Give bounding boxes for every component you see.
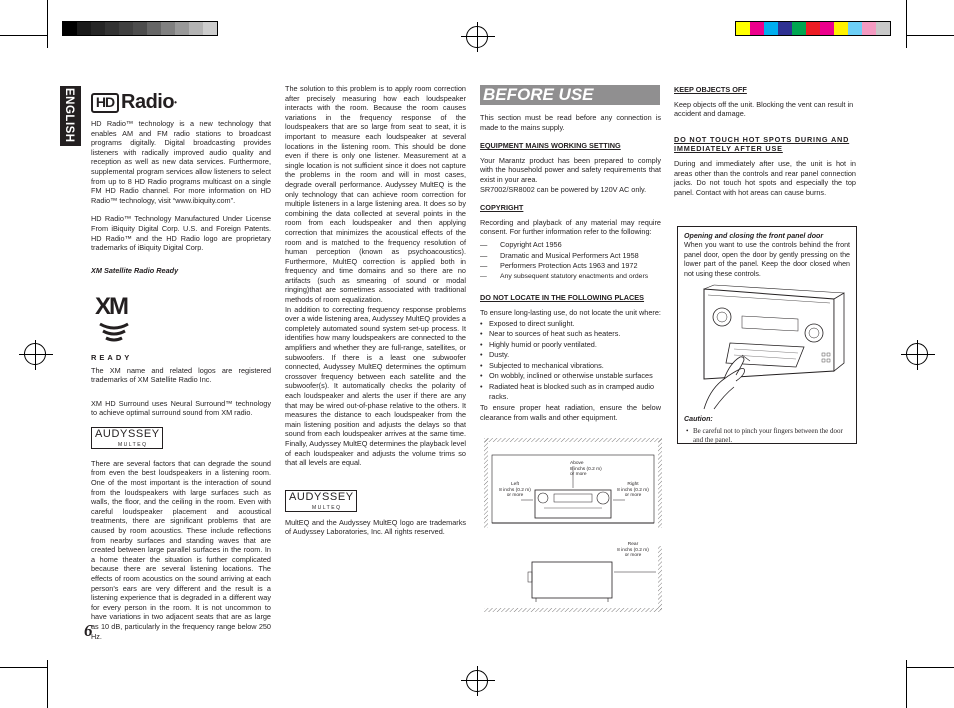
column-4 (674, 85, 856, 206)
color-bar (735, 21, 891, 36)
copyright-heading: COPYRIGHT (480, 203, 524, 213)
xm-ready-label: READY (91, 352, 133, 362)
front-door-text: When you want to use the controls behind the front panel door, open the door by gently pressing on the lower part of the panel. Keep the door closed when not using these controls. (684, 241, 850, 278)
hd-radio-paragraph-1: HD Radio™ technology is a new technology that enables AM and FM radio stations to broadcast programs digitally. Digital broadcasting provides listeners with radically improved audio quality and reception as well as new data services. Furthermore, supplemental program services allow listeners to select from up to 8 HD Radio programs multicast on a single FM HD Radio channel. For more information on HD Radio™ technology, visit “www.ibiquity.com”. (91, 119, 271, 205)
locate-paragraph: To ensure long-lasting use, do not locate the unit where: (480, 307, 661, 317)
mains-heading: EQUIPMENT MAINS WORKING SETTING (480, 141, 621, 151)
copyright-list (480, 240, 661, 281)
clearance-right-label: Right 8 inchs (0.2 m) or more (617, 482, 649, 499)
list-item: — Any subsequent statutory enactments and orders (480, 272, 661, 282)
list-item: • Highly humid or poorly ventilated. (480, 340, 661, 350)
keep-objects-heading: KEEP OBJECTS OFF (674, 85, 747, 94)
caution-label: Caution: (684, 415, 713, 424)
clearance-rear-label: Rear 8 inchs (0.2 m) or more (617, 542, 649, 559)
room-correction-paragraph: The solution to this problem is to apply room correction after precisely measuring how each loudspeaker interacts with the room. Because the room causes variations in the frequency response of the loudspeakers that are so large from seat to seat, it is important to measure each loudspeaker at several locations in the listening room. This should be done even if there is only one listener. Measurement at a single location is not sufficient since it does not capture the problems in the room and will in most cases, degrade overall performance. Audyssey MultEQ is the only technology that can achieve room correction for multiple listeners in a large listening area. It does so by combining the data collected at several points in the room from each loudspeaker and then applying correction that minimizes the acoustical effects of the room and is matched to the frequency resolution of human perception (known as psychoacoustics). Furthermore, MultEQ correction is applied both in frequency and time domains and so there are no artifacts (such as smearing of sound or modal ringing)that are sometimes associated with traditional methods of room equalization. (285, 84, 466, 305)
hot-spots-heading: DO NOT TOUCH HOT SPOTS DURING AND IMMEDIATELY AFTER USE (674, 134, 850, 154)
multeq-trademark-paragraph: MultEQ and the Audyssey MultEQ logo are trademarks of Audyssey Laboratories, Inc. All rights reserved. (285, 517, 466, 537)
audyssey-paragraph: There are several factors that can degrade the sound from even the best loudspeakers in a listening room. One of the most important is the interaction of sound from the loudspeakers with large surfaces such as walls, the floor, and the ceiling in the room. Even with careful loudspeaker placement and acoustical treatments, there are significant problems that are caused by room acoustics. These include reflections from nearby surfaces and standing waves that are created between large parallel surfaces in the room. In a home theater the situation is further complicated because there are several listening locations. The effects of room acoustics on the sound arriving at each person’s ears are very different and the result is a listening experience that is degraded in a different way for every person in the room. It is not uncommon to have variations in two adjacent seats that are as large as 10 dB, particularly in the frequency range below 250 Hz. (91, 458, 271, 641)
mains-power-line: SR7002/SR8002 can be powered by 120V AC only. (480, 184, 647, 194)
receiver-door-illustration (684, 283, 850, 411)
before-use-intro: This section must be read before any connection is made to the mains supply. (480, 113, 661, 132)
front-door-box (677, 226, 857, 444)
xm-paragraph-1: The XM name and related logos are registered trademarks of XM Satellite Radio Inc. (91, 365, 271, 385)
locate-heading: DO NOT LOCATE IN THE FOLLOWING PLACES (480, 293, 645, 303)
audyssey-logo: AUDYSSEY MULTEQ (91, 427, 163, 449)
xm-logo (94, 284, 134, 348)
list-item: • Subjected to mechanical vibrations. (480, 361, 661, 371)
clearance-diagram (484, 438, 662, 614)
caution-text: • Be careful not to pinch your fingers between the door and the panel. (684, 427, 850, 445)
list-item: — Dramatic and Musical Performers Act 1958 (480, 251, 661, 261)
list-item: — Performers Protection Acts 1963 and 1972 (480, 261, 661, 271)
copyright-paragraph: Recording and playback of any material may require consent. For further information refer to the following: (480, 217, 661, 237)
mains-paragraph: Your Marantz product has been prepared to comply with the household power and safety requirements that exist in your area. (480, 155, 661, 184)
audyssey-logo-2: AUDYSSEY MULTEQ (285, 490, 357, 512)
column-2 (285, 84, 466, 546)
xm-heading: XM Satellite Radio Ready (91, 265, 179, 275)
list-item: • On wobbly, inclined or otherwise unstable surfaces (480, 371, 661, 381)
hd-radio-paragraph-2: HD Radio™ Technology Manufactured Under License From iBiquity Digital Corp. U.S. and Foreign Patents. HD Radio™ and the HD Radio logo are proprietary trademarks of iBiquity Digital Corp. (91, 214, 271, 253)
before-use-header: BEFORE USE (480, 85, 660, 105)
column-1 (91, 90, 271, 650)
multeq-setup-paragraph: In addition to correcting frequency response problems over a wide listening area, Audyssey MultEQ provides a completely automated sound system set-up process. It identifies how many loudspeakers are connected to the amplifiers and whether they are full-range, satellites, or subwoofers. If there is a least one subwoofer connected, Audyssey MultEQ determines the optimum crossover frequency between each satellite and the subwoofer(s). It automatically checks the polarity of each loudspeaker and alerts the user if there are any that may be wired out-of-phase relative to the others. It measures the distance to each loudspeaker from the main listening position and adjusts the delays so that sound from each loudspeaker arrives at the same time. Finally, Audyssey MultEQ determines the playback level of each loudspeaker and adjusts the volume trims so that all levels are equal. (285, 304, 466, 468)
list-item: • Exposed to direct sunlight. (480, 319, 661, 329)
front-door-title: Opening and closing the front panel door (684, 232, 824, 240)
clearance-paragraph: To ensure proper heat radiation, ensure the below clearance from walls and other equipment. (480, 403, 661, 422)
list-item: — Copyright Act 1956 (480, 240, 661, 250)
page-number: 6 (84, 621, 93, 640)
xm-paragraph-2: XM HD Surround uses Neural Surround™ technology to achieve optimal surround sound from XM radio. (91, 398, 271, 418)
language-tab: ENGLISH (60, 86, 81, 146)
list-item: • Near to sources of heat such as heaters. (480, 329, 661, 339)
column-3 (480, 85, 661, 431)
locate-list (480, 319, 661, 402)
svg-text:XM: XM (95, 293, 127, 321)
grayscale-bar (62, 21, 218, 36)
clearance-left-label: Left 8 inchs (0.2 m) or more (499, 482, 531, 499)
hot-spots-paragraph: During and immediately after use, the unit is hot in areas other than the controls and rear panel connection jacks. Do not touch hot spots and especially the top panel. Contact with hot areas can cause burns. (674, 158, 856, 197)
list-item: • Radiated heat is blocked such as in cramped audio racks. (480, 382, 661, 401)
keep-objects-paragraph: Keep objects off the unit. Blocking the vent can result in accident and damage. (674, 99, 854, 119)
hd-radio-logo: HD Radio• (91, 90, 271, 116)
clearance-above-label: Above 8 inchs (0.2 m) or more (570, 461, 602, 478)
list-item: • Dusty. (480, 350, 661, 360)
